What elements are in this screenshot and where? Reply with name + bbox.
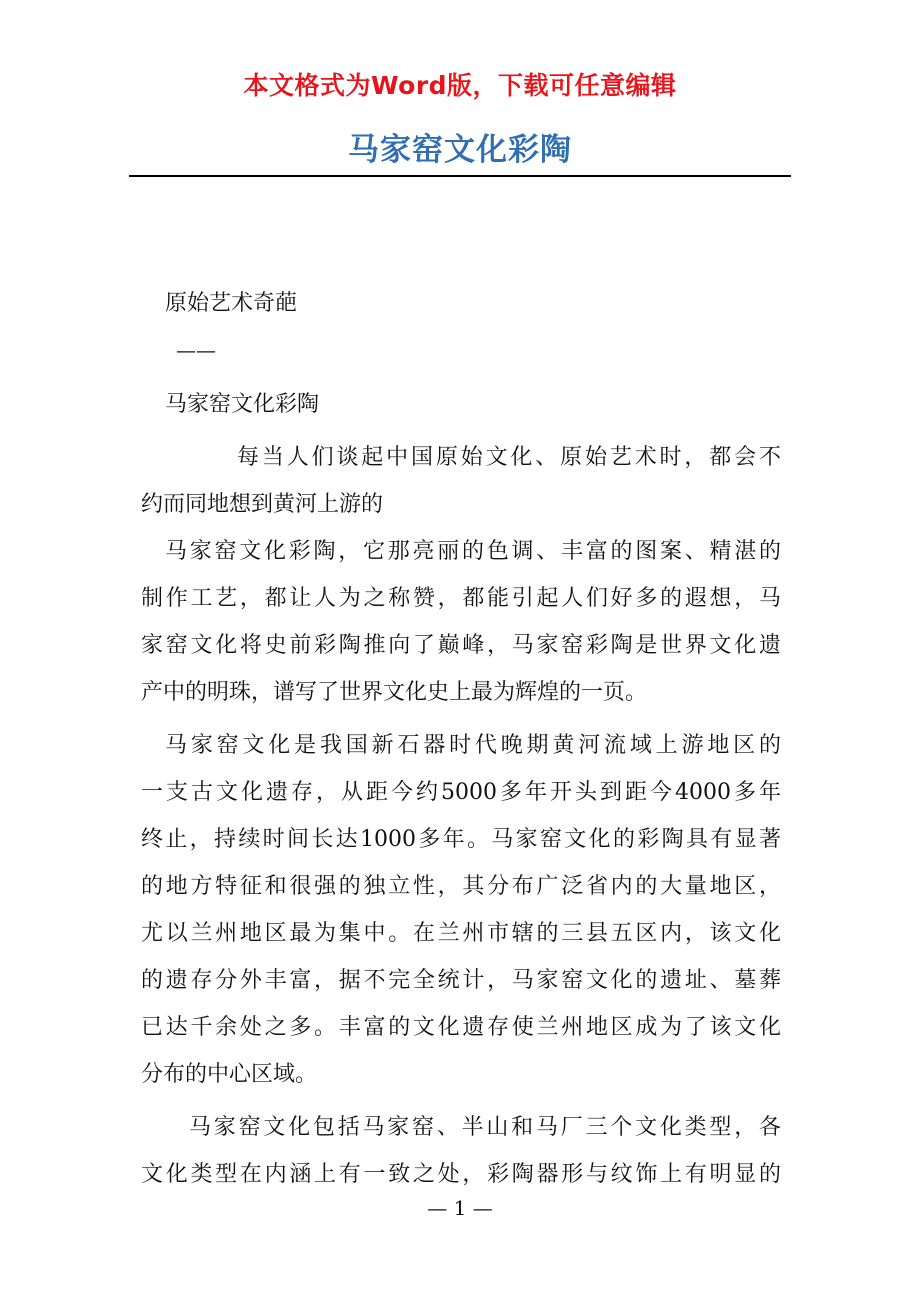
paragraph-2 [141,528,781,716]
subtitle: 原始艺术奇葩 [165,291,298,316]
document-title: 马家窑文化彩陶 [348,132,572,168]
title-divider [129,175,791,177]
format-notice-banner: 本文格式为Word版，下载可任意编辑 [243,71,677,100]
paragraph-line: 一支古文化遗存，从距今约5000多年开头到距今4000多年 [141,780,781,805]
document-body [141,278,781,1198]
paragraph-line: 家窑文化将史前彩陶推向了巅峰，马家窑彩陶是世界文化遗 [141,633,781,658]
paragraph-line: 的遗存分外丰富，据不完全统计，马家窑文化的遗址、墓葬 [141,968,781,993]
paragraph-line: 约而同地想到黄河上游的 [141,492,384,517]
subtitle-series: 马家窑文化彩陶 [165,392,320,417]
paragraph-line: 马家窑文化是我国新石器时代晚期黄河流域上游地区的 [165,733,781,758]
paragraph-line: 马家窑文化彩陶，它那亮丽的色调、丰富的图案、精湛的 [165,539,781,564]
subtitle-dash: —— [176,338,216,362]
paragraph-line: 产中的明珠，谱写了世界文化史上最为辉煌的一页。 [141,680,648,705]
paragraph-3 [141,722,781,1098]
paragraph-line: 的地方特征和很强的独立性，其分布广泛省内的大量地区， [141,874,781,899]
paragraph-line: 已达千余处之多。丰富的文化遗存使兰州地区成为了该文化 [141,1015,781,1040]
paragraph-line: 文化类型在内涵上有一致之处，彩陶器形与纹饰上有明显的 [141,1162,781,1187]
paragraph-line: 分布的中心区域。 [141,1062,318,1087]
paragraph-line: 尤以兰州地区最为集中。在兰州市辖的三县五区内，该文化 [141,921,781,946]
page-number: — 1 — [427,1196,493,1220]
paragraph-line: 每当人们谈起中国原始文化、原始艺术时，都会不 [237,445,781,470]
paragraph-1 [141,434,781,528]
paragraph-line: 马家窑文化包括马家窑、半山和马厂三个文化类型，各 [189,1115,781,1140]
paragraph-line: 制作工艺，都让人为之称赞，都能引起人们好多的遐想，马 [141,586,781,611]
paragraph-4 [141,1104,781,1198]
paragraph-line: 终止，持续时间长达1000多年。马家窑文化的彩陶具有显著 [141,827,781,852]
